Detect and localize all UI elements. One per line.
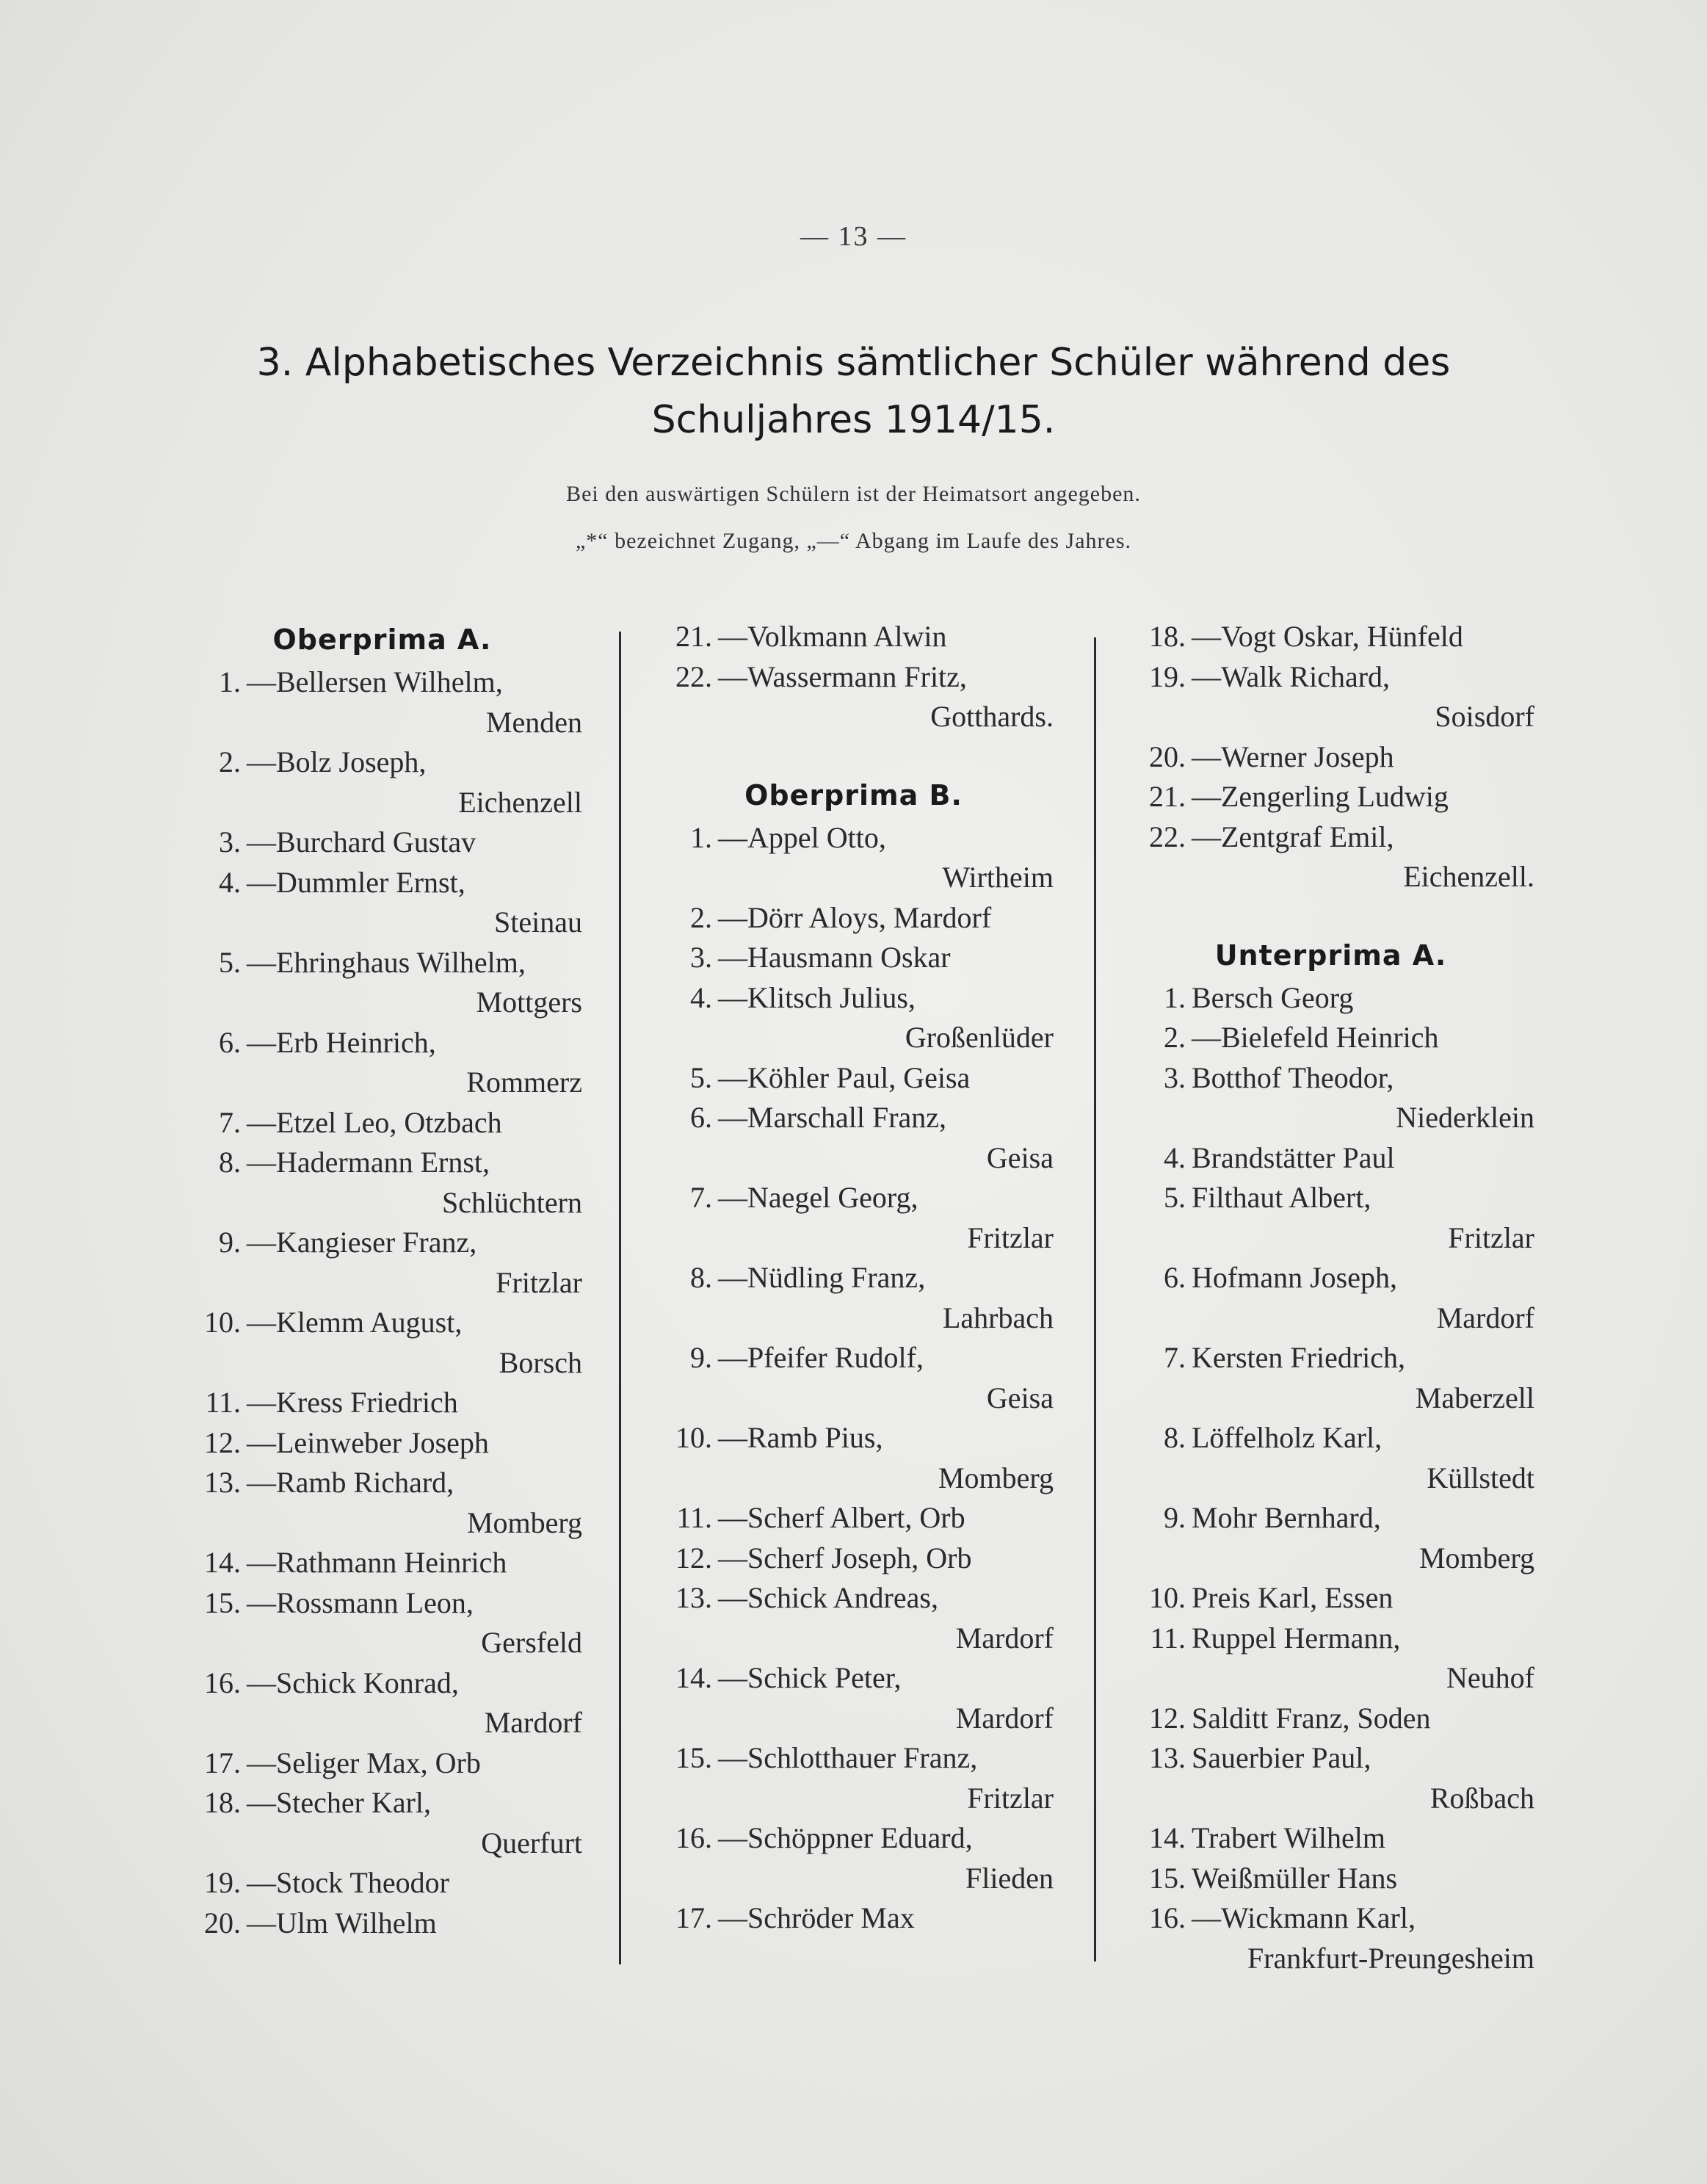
- student-name: —Hadermann Ernst,: [247, 1146, 490, 1179]
- home-town: Fritzlar: [967, 1781, 1054, 1815]
- entry-number: 21.: [675, 620, 712, 653]
- entry-number: 21.: [1149, 780, 1186, 813]
- student-entry: [653, 1578, 1054, 1658]
- entry-number: 5.: [1164, 1181, 1186, 1214]
- entry-number: 22.: [1149, 820, 1186, 853]
- note-line-1: Bei den auswärtigen Schülern ist der Heimatsort angegeben.: [566, 482, 1141, 506]
- student-entry: [182, 1463, 582, 1543]
- entry-number: 7.: [219, 1105, 241, 1139]
- entry-number: 3.: [690, 941, 712, 974]
- column-2: [653, 617, 1054, 1939]
- student-entry: [1127, 1498, 1534, 1578]
- home-town: Querfurt: [481, 1826, 582, 1859]
- student-entry: [182, 1743, 582, 1784]
- home-town: Momberg: [1418, 1541, 1534, 1574]
- home-town: Mottgers: [476, 986, 582, 1019]
- home-town: Frankfurt-Preungesheim: [1247, 1941, 1534, 1975]
- home-town: Küllstedt: [1427, 1461, 1534, 1494]
- student-name: —Ehringhaus Wilhelm,: [247, 945, 526, 979]
- student-entry: [182, 1023, 582, 1103]
- student-entry: [653, 1538, 1054, 1579]
- student-name: Trabert Wilhelm: [1192, 1821, 1385, 1854]
- entry-number: 6.: [690, 1101, 712, 1134]
- home-town: Soisdorf: [1435, 700, 1534, 733]
- home-town: Rommerz: [466, 1066, 582, 1099]
- home-town: Mardorf: [955, 1621, 1054, 1655]
- home-town: Wirtheim: [942, 861, 1054, 894]
- entry-number: 8.: [219, 1146, 241, 1179]
- student-name: —Ramb Pius,: [718, 1421, 883, 1454]
- entry-number: 17.: [204, 1746, 241, 1779]
- student-name: —Schick Andreas,: [718, 1581, 938, 1614]
- home-town: Niederklein: [1396, 1101, 1534, 1134]
- entry-number: 16.: [675, 1821, 712, 1854]
- column-3: [1127, 617, 1534, 1978]
- home-town: Eichenzell: [458, 785, 582, 819]
- home-town: Mardorf: [955, 1701, 1054, 1735]
- student-name: —Volkmann Alwin: [718, 620, 947, 653]
- student-name: —Stock Theodor: [247, 1866, 449, 1899]
- entry-number: 9.: [219, 1226, 241, 1259]
- entry-number: 11.: [205, 1386, 241, 1419]
- student-name: Mohr Bernhard,: [1192, 1501, 1381, 1534]
- student-name: Hofmann Joseph,: [1192, 1261, 1397, 1294]
- home-town: Borsch: [499, 1345, 582, 1379]
- entry-number: 2.: [1164, 1021, 1186, 1054]
- home-town: Momberg: [938, 1461, 1054, 1494]
- student-name: —Dörr Aloys, Mardorf: [718, 900, 992, 934]
- student-name: —Wickmann Karl,: [1192, 1901, 1416, 1934]
- student-entry: [653, 938, 1054, 978]
- entry-number: 15.: [204, 1585, 241, 1619]
- home-town: Fritzlar: [967, 1221, 1054, 1254]
- student-entry: [1127, 1018, 1534, 1058]
- entry-number: 9.: [690, 1341, 712, 1374]
- home-town: Lahrbach: [942, 1301, 1054, 1334]
- student-entry: [182, 1543, 582, 1583]
- student-list: [653, 818, 1054, 1939]
- student-name: Botthof Theodor,: [1192, 1060, 1394, 1094]
- entry-number: 16.: [204, 1666, 241, 1699]
- entry-number: 14.: [675, 1661, 712, 1694]
- student-name: —Burchard Gustav: [247, 825, 476, 858]
- student-name: Bersch Georg: [1192, 980, 1354, 1014]
- student-name: —Scherf Albert, Orb: [718, 1501, 965, 1534]
- student-name: Brandstätter Paul: [1192, 1140, 1395, 1174]
- student-name: —Dummler Ernst,: [247, 865, 465, 899]
- student-list: [1127, 617, 1534, 897]
- student-entry: [182, 742, 582, 822]
- student-name: —Kangieser Franz,: [247, 1226, 477, 1259]
- home-town: Fritzlar: [496, 1265, 582, 1299]
- student-entry: [182, 1583, 582, 1663]
- student-name: —Schick Peter,: [718, 1661, 902, 1694]
- student-name: Filthaut Albert,: [1192, 1181, 1371, 1214]
- entry-number: 5.: [219, 945, 241, 979]
- entry-number: 10.: [675, 1421, 712, 1454]
- student-entry: [182, 943, 582, 1023]
- home-town: Großenlüder: [905, 1021, 1054, 1054]
- home-town: Flieden: [965, 1861, 1054, 1895]
- student-entry: [653, 1258, 1054, 1338]
- student-entry: [1127, 1578, 1534, 1619]
- student-entry: [182, 1383, 582, 1423]
- student-name: —Bielefeld Heinrich: [1192, 1021, 1439, 1054]
- home-town: Mardorf: [484, 1706, 582, 1739]
- entry-number: 8.: [690, 1261, 712, 1294]
- student-entry: [1127, 1258, 1534, 1338]
- entry-number: 20.: [1149, 740, 1186, 773]
- entry-number: 13.: [675, 1581, 712, 1614]
- student-entry: [653, 978, 1054, 1058]
- student-name: —Bellersen Wilhelm,: [247, 665, 503, 698]
- student-name: —Ulm Wilhelm: [247, 1906, 437, 1939]
- student-name: —Erb Heinrich,: [247, 1025, 436, 1059]
- student-entry: [182, 1303, 582, 1383]
- home-town: Maberzell: [1415, 1381, 1534, 1414]
- student-name: —Appel Otto,: [718, 820, 886, 854]
- entry-number: 15.: [1149, 1861, 1186, 1895]
- student-entry: [653, 1818, 1054, 1898]
- student-name: Löffelholz Karl,: [1192, 1421, 1382, 1454]
- student-name: —Leinweber Joseph: [247, 1425, 489, 1459]
- home-town: Steinau: [494, 905, 582, 939]
- home-town: Momberg: [466, 1505, 582, 1539]
- entry-number: 14.: [1149, 1821, 1186, 1854]
- entry-number: 7.: [690, 1181, 712, 1214]
- entry-number: 3.: [1164, 1060, 1186, 1094]
- student-entry: [653, 1338, 1054, 1418]
- student-list: [182, 662, 582, 1943]
- section-gap: [1127, 897, 1534, 933]
- home-town: Geisa: [986, 1140, 1054, 1174]
- student-entry: [653, 657, 1054, 737]
- entry-number: 4.: [219, 865, 241, 899]
- home-town: Eichenzell.: [1403, 860, 1534, 893]
- entry-number: 1.: [1164, 980, 1186, 1014]
- student-entry: [1127, 1058, 1534, 1138]
- entry-number: 12.: [675, 1541, 712, 1574]
- student-list: [653, 617, 1054, 737]
- student-entry: [1127, 1699, 1534, 1739]
- entry-number: 20.: [204, 1906, 241, 1939]
- entry-number: 14.: [204, 1546, 241, 1579]
- student-entry: [1127, 657, 1534, 737]
- home-town: Gotthards.: [930, 700, 1054, 733]
- student-name: —Schöppner Eduard,: [718, 1821, 973, 1854]
- student-entry: [1127, 777, 1534, 817]
- student-name: —Werner Joseph: [1192, 740, 1394, 773]
- student-entry: [653, 617, 1054, 657]
- note-line-2: „*“ bezeichnet Zugang, „—“ Abgang im Laufe des Jahres.: [575, 529, 1132, 553]
- student-name: —Rossmann Leon,: [247, 1585, 474, 1619]
- student-name: —Walk Richard,: [1192, 659, 1391, 693]
- student-name: —Zentgraf Emil,: [1192, 820, 1394, 853]
- student-entry: [182, 863, 582, 943]
- entry-number: 2.: [690, 900, 712, 934]
- student-name: —Pfeifer Rudolf,: [718, 1341, 924, 1374]
- student-name: —Naegel Georg,: [718, 1181, 918, 1214]
- home-town: Geisa: [986, 1381, 1054, 1414]
- page-title: 3. Alphabetisches Verzeichnis sämtlicher Schüler während des Schuljahres 1914/15.: [256, 341, 1451, 442]
- student-entry: [653, 1178, 1054, 1258]
- home-town: Schlüchtern: [441, 1185, 582, 1219]
- entry-number: 10.: [204, 1306, 241, 1339]
- student-name: —Rathmann Heinrich: [247, 1546, 507, 1579]
- student-name: —Nüdling Franz,: [718, 1261, 926, 1294]
- entry-number: 10.: [1149, 1581, 1186, 1614]
- entry-number: 4.: [1164, 1140, 1186, 1174]
- home-town: Mardorf: [1436, 1301, 1534, 1334]
- student-entry: [653, 818, 1054, 898]
- entry-number: 4.: [690, 980, 712, 1014]
- section-gap: [653, 737, 1054, 773]
- student-name: Weißmüller Hans: [1192, 1861, 1398, 1895]
- entry-number: 8.: [1164, 1421, 1186, 1454]
- student-name: —Scherf Joseph, Orb: [718, 1541, 972, 1574]
- student-name: —Etzel Leo, Otzbach: [247, 1105, 502, 1139]
- entry-number: 12.: [204, 1425, 241, 1459]
- student-entry: [182, 1783, 582, 1863]
- student-name: —Vogt Oskar, Hünfeld: [1192, 620, 1463, 653]
- student-name: —Hausmann Oskar: [718, 941, 951, 974]
- student-name: —Seliger Max, Orb: [247, 1746, 481, 1779]
- student-entry: [182, 1863, 582, 1903]
- entry-number: 18.: [1149, 620, 1186, 653]
- student-name: —Wassermann Fritz,: [718, 659, 967, 693]
- student-entry: [1127, 978, 1534, 1019]
- entry-number: 13.: [1149, 1741, 1186, 1774]
- student-entry: [1127, 1619, 1534, 1699]
- student-entry: [182, 1223, 582, 1303]
- student-name: Ruppel Hermann,: [1192, 1621, 1401, 1655]
- entry-number: 1.: [219, 665, 241, 698]
- home-town: Roßbach: [1429, 1781, 1534, 1815]
- entry-number: 12.: [1149, 1701, 1186, 1735]
- home-town: Neuhof: [1446, 1661, 1534, 1694]
- student-entry: [653, 1058, 1054, 1099]
- section-heading: Unterprima A.: [1214, 939, 1447, 972]
- student-entry: [653, 1418, 1054, 1498]
- student-entry: [1127, 1178, 1534, 1258]
- page-number: — 13 —: [800, 221, 907, 252]
- student-entry: [1127, 1898, 1534, 1978]
- student-entry: [182, 1663, 582, 1743]
- entry-number: 22.: [675, 659, 712, 693]
- student-entry: [653, 1098, 1054, 1178]
- student-entry: [1127, 1338, 1534, 1418]
- student-name: —Bolz Joseph,: [247, 745, 427, 778]
- student-list: [1127, 978, 1534, 1979]
- student-entry: [1127, 1818, 1534, 1859]
- column-1: [182, 617, 582, 1943]
- section-heading: Oberprima A.: [272, 623, 492, 656]
- student-entry: [182, 1143, 582, 1223]
- student-entry: [1127, 737, 1534, 778]
- student-name: —Stecher Karl,: [247, 1786, 432, 1819]
- entry-number: 6.: [1164, 1261, 1186, 1294]
- student-entry: [1127, 1859, 1534, 1899]
- student-name: —Klemm August,: [247, 1306, 463, 1339]
- student-name: Sauerbier Paul,: [1192, 1741, 1371, 1774]
- entry-number: 19.: [204, 1866, 241, 1899]
- student-entry: [182, 662, 582, 742]
- column-divider: [619, 632, 621, 1964]
- entry-number: 6.: [219, 1025, 241, 1059]
- student-entry: [653, 1738, 1054, 1818]
- student-entry: [1127, 1138, 1534, 1179]
- entry-number: 2.: [219, 745, 241, 778]
- home-town: Fritzlar: [1448, 1221, 1534, 1254]
- entry-number: 7.: [1164, 1341, 1186, 1374]
- entry-number: 17.: [675, 1901, 712, 1934]
- student-name: —Klitsch Julius,: [718, 980, 916, 1014]
- student-entry: [653, 1898, 1054, 1939]
- student-entry: [1127, 1738, 1534, 1818]
- student-entry: [182, 822, 582, 863]
- student-name: —Schröder Max: [718, 1901, 915, 1934]
- student-entry: [653, 1658, 1054, 1738]
- entry-number: 18.: [204, 1786, 241, 1819]
- student-name: —Marschall Franz,: [718, 1101, 947, 1134]
- entry-number: 3.: [219, 825, 241, 858]
- entry-number: 1.: [690, 820, 712, 854]
- student-name: —Kress Friedrich: [247, 1386, 458, 1419]
- student-name: —Zengerling Ludwig: [1192, 780, 1449, 813]
- student-entry: [653, 898, 1054, 939]
- home-town: Menden: [485, 705, 582, 739]
- entry-number: 16.: [1149, 1901, 1186, 1934]
- entry-number: 9.: [1164, 1501, 1186, 1534]
- student-name: —Köhler Paul, Geisa: [718, 1060, 971, 1094]
- entry-number: 11.: [1150, 1621, 1186, 1655]
- student-name: —Schlotthauer Franz,: [718, 1741, 978, 1774]
- student-name: Kersten Friedrich,: [1192, 1341, 1406, 1374]
- student-entry: [1127, 1418, 1534, 1498]
- student-entry: [1127, 617, 1534, 657]
- student-entry: [1127, 817, 1534, 897]
- entry-number: 13.: [204, 1466, 241, 1499]
- student-entry: [182, 1103, 582, 1143]
- home-town: Gersfeld: [481, 1626, 582, 1659]
- student-name: —Schick Konrad,: [247, 1666, 459, 1699]
- section-heading: Oberprima B.: [744, 778, 963, 811]
- student-name: Salditt Franz, Soden: [1192, 1701, 1431, 1735]
- column-divider: [1094, 637, 1096, 1961]
- student-entry: [653, 1498, 1054, 1538]
- student-entry: [182, 1423, 582, 1464]
- student-name: Preis Karl, Essen: [1192, 1581, 1393, 1614]
- student-name: —Ramb Richard,: [247, 1466, 454, 1499]
- entry-number: 15.: [675, 1741, 712, 1774]
- student-entry: [182, 1903, 582, 1944]
- entry-number: 5.: [690, 1060, 712, 1094]
- entry-number: 11.: [676, 1501, 712, 1534]
- entry-number: 19.: [1149, 659, 1186, 693]
